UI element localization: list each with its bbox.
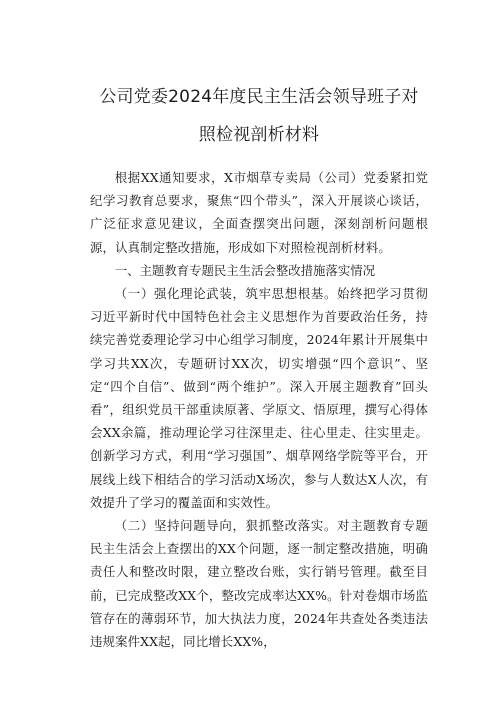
document-title [74, 78, 444, 154]
section1-item-1: （一）强化理论武装，筑牢思想根基。始终把学习贯彻习近平新时代中国特色社会主义思想作为首要政治任务，持续完善党委理论学习中心组学习制度，2024年累计开展集中学习共XX次，专题研讨XX次，切实增强“四个意识”、坚定“四个自信”、做到“两个维护”。深入开展主题教育”回头看”，组织党员干部重读原著、学原文、悟原理，撰写心得体会XX余篇，推动理论学习往深里走、往心里走、往实里走。创新学习方式，利用“学习强国”、烟草网络学院等平台，开展线上线下相结合的学习活动X场次，参与人数达X人次，有效提升了学习的覆盖面和实效性。 [90, 286, 428, 510]
intro-paragraph: 根据XX通知要求，X市烟草专卖局（公司）党委紧扣党纪学习教育总要求，聚焦“四个带头”，深入开展谈心谈话，广泛征求意见建议，全面查摆突出问题，深刻剖析问题根源，认真制定整改措施，形成如下对照检视剖析材料。 [90, 170, 428, 255]
title-line-2: 照检视剖析材料 [198, 125, 320, 145]
section-heading-1: 一、主题教育专题民主生活会整改措施落实情况 [114, 262, 375, 278]
section1-item-2: （二）坚持问题导向，狠抓整改落实。对主题教育专题民主生活会上查摆出的XX个问题，逐一制定整改措施，明确责任人和整改时限，建立整改台账，实行销号管理。截至目前，已完成整改XX个，整改完成率达XX%。针对卷烟市场监管存在的薄弱环节，加大执法力度，2024年共查处各类违法违规案件XX起，同比增长XX%， [90, 518, 428, 650]
title-line-1: 公司党委2024年度民主生活会领导班子对 [99, 87, 419, 107]
